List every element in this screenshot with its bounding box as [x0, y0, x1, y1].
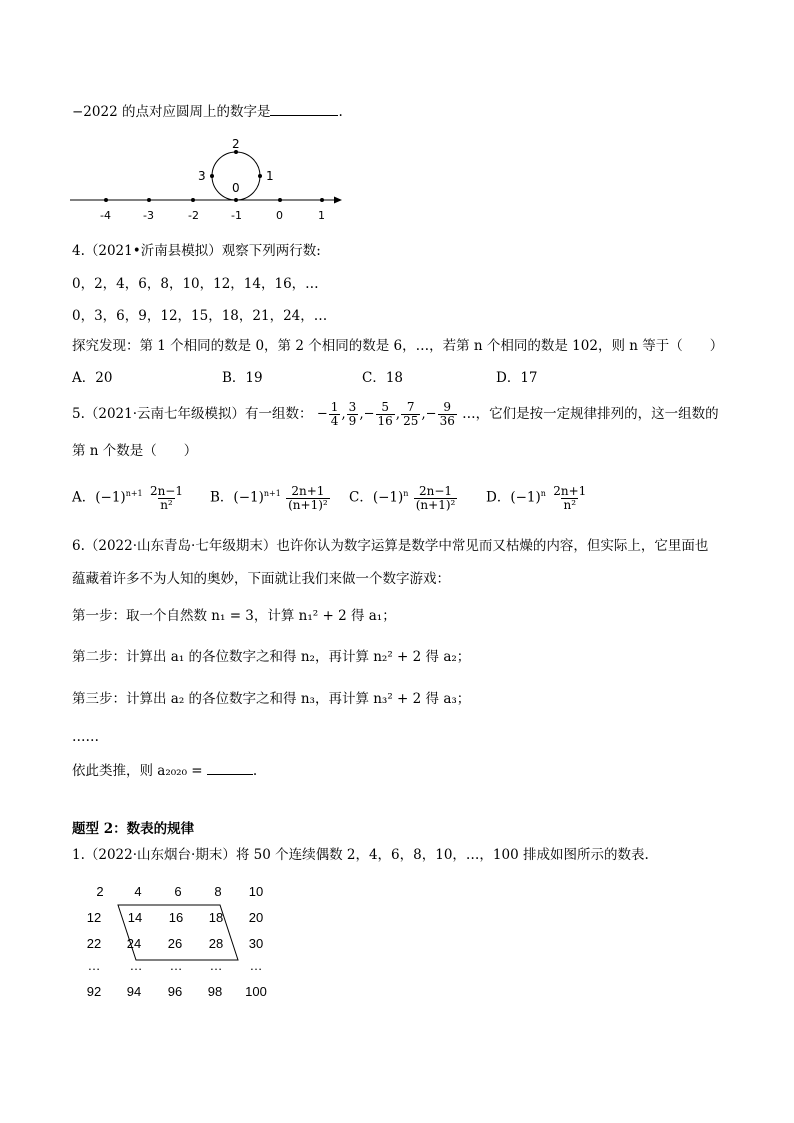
table-cell: 14: [127, 910, 143, 925]
answer-blank[interactable]: [207, 774, 253, 775]
table-cell: 100: [245, 984, 267, 999]
frac-num: 2n−1: [149, 483, 183, 498]
frac-num: 2n−1: [419, 483, 453, 498]
frac-den: 25: [403, 414, 419, 428]
circle-label-right: 1: [266, 169, 274, 183]
sequence-fraction: [376, 401, 395, 428]
tick-label: -2: [188, 209, 199, 222]
sequence-fraction: [329, 401, 341, 428]
option-fraction: [551, 485, 588, 512]
table-cell: …: [249, 958, 263, 973]
table-cell: 18: [208, 910, 224, 925]
q4-options: [72, 369, 632, 387]
frac-num: 1: [330, 400, 339, 414]
q6-line1: 6.（2022·山东青岛·七年级期末）也许你认为数字运算是数学中常见而又枯燥的内容，但实际上，它里面也: [72, 538, 709, 554]
tick-point: [278, 198, 282, 202]
table-cell: …: [129, 958, 143, 973]
q4-question: 探究发现：第 1 个相同的数是 0，第 2 个相同的数是 6，…，若第 n 个相同的数是 102，则 n 等于（ ）: [72, 338, 724, 354]
q5-option-b[interactable]: [210, 476, 331, 516]
q3-tail-end: .: [338, 104, 343, 120]
option-exp: n: [403, 489, 409, 498]
q5-header: 5.（2021·云南七年级模拟）有一组数：: [72, 406, 313, 422]
table-cell: 10: [248, 884, 264, 899]
frac-den: (n+1)²: [288, 497, 328, 512]
q6-step3: 第三步：计算出 a₂ 的各位数字之和得 n₃，再计算 n₃² + 2 得 a₃；: [72, 691, 471, 707]
number-line-arrow: [334, 197, 342, 204]
table-cell: …: [169, 958, 183, 973]
option-base: (−1): [95, 489, 126, 506]
q6-step1: 第一步：取一个自然数 n₁ = 3，计算 n₁² + 2 得 a₁；: [72, 608, 396, 624]
table-cell: 24: [126, 936, 142, 951]
tick-label: 0: [276, 209, 283, 222]
table-cell: 96: [167, 984, 183, 999]
circle-label-left: 3: [198, 169, 206, 183]
option-base: (−1): [233, 489, 264, 506]
frac-sign: −: [363, 406, 375, 422]
q5-sequence: − $\frac{1}{4}$ , $\frac{3}{9}$ ,− $\frac{5}{16}$ , $\frac{7}{25}$ ,− $\frac{9}{36}$: [316, 400, 455, 428]
table-cell: 12: [86, 910, 102, 925]
table-cell: 26: [167, 936, 183, 951]
table-cell: 30: [248, 936, 264, 951]
table-cell: 2: [96, 884, 104, 899]
q3-tail: [72, 103, 343, 121]
q5-options: [72, 476, 632, 516]
table-cell: 6: [174, 884, 182, 899]
frac-num: 2n+1: [553, 483, 587, 498]
q6-final-text: 依此类推，则 a₂₀₂₀ =: [72, 763, 203, 779]
table-cell: 20: [248, 910, 264, 925]
option-base: (−1): [372, 489, 404, 506]
option-label: A．: [72, 489, 96, 506]
circle-point-right: [258, 174, 262, 178]
q5-option-c[interactable]: [349, 476, 458, 516]
tick-point: [191, 198, 195, 202]
frac-den: 9: [348, 414, 357, 428]
tick-label: -1: [231, 209, 242, 222]
section-title: 题型 2：数表的规律: [72, 821, 195, 837]
table-cell: 22: [86, 936, 102, 951]
q4-row1: 0，2，4，6，8，10，12，14，16，…: [72, 276, 319, 292]
sequence-fraction: [401, 401, 420, 428]
frac-num: 7: [406, 400, 415, 414]
tick-point: [104, 198, 108, 202]
tick-point: [320, 198, 324, 202]
q5-line2: 第 n 个数是（ ）: [72, 443, 198, 459]
sequence-fraction: [438, 401, 457, 428]
option-fraction: [148, 485, 185, 512]
circle-label-top: 2: [232, 137, 240, 151]
frac-sign: −: [316, 406, 328, 422]
table-cell: 98: [207, 984, 223, 999]
frac-den: 16: [377, 414, 393, 428]
q5-tail: …，它们是按一定规律排列的，这一组数的: [462, 406, 719, 422]
option-exp: n+1: [125, 489, 143, 498]
frac-den: n²: [160, 497, 173, 512]
q4-option-d[interactable]: D．17: [496, 370, 538, 386]
tick-label: -4: [100, 209, 111, 222]
table-cell: 16: [168, 910, 184, 925]
option-base: (−1): [510, 489, 541, 506]
table-cell: …: [209, 958, 223, 973]
q6-dots: ……: [72, 729, 99, 745]
number-line-figure: [64, 134, 354, 224]
frac-den: 4: [330, 414, 339, 428]
q5-line1: [72, 400, 719, 429]
q4-option-c[interactable]: C．18: [362, 370, 404, 386]
table-cell: 28: [208, 936, 224, 951]
frac-num: 9: [443, 400, 452, 414]
q4-option-a[interactable]: A．20: [72, 370, 113, 386]
frac-num: 5: [381, 400, 389, 414]
q4-row2: 0，3，6，9，12，15，18，21，24，…: [72, 308, 328, 324]
option-exp: n+1: [263, 489, 281, 498]
q4-option-b[interactable]: B．19: [222, 370, 263, 386]
sequence-fraction: [347, 401, 359, 428]
option-fraction: [286, 485, 330, 512]
tick-label: -3: [143, 209, 154, 222]
frac-sign: −: [425, 406, 437, 422]
q4-header: 4.（2021•沂南县模拟）观察下列两行数:: [72, 243, 321, 259]
answer-blank[interactable]: [270, 115, 338, 116]
table-cell: 92: [86, 984, 102, 999]
t1-question: 1.（2022·山东烟台·期末）将 50 个连续偶数 2，4，6，8，10，…，100 排成如图所示的数表.: [72, 847, 649, 863]
frac-num: 3: [348, 400, 357, 414]
frac-den: n²: [563, 497, 577, 512]
frac-num: 2n+1: [291, 483, 325, 498]
q6-line2: 蕴藏着许多不为人知的奥妙，下面就让我们来做一个数字游戏：: [72, 571, 450, 587]
number-table: [80, 878, 280, 1008]
tick-point: [147, 198, 151, 202]
table-cell: 94: [126, 984, 142, 999]
tick-label: 1: [318, 209, 325, 222]
q6-final: [72, 762, 257, 780]
q5-option-d[interactable]: [486, 476, 589, 516]
table-cell: …: [87, 958, 101, 973]
frac-den: 36: [439, 414, 455, 428]
q3-tail-text: −2022 的点对应圆周上的数字是: [72, 104, 271, 120]
option-fraction: [414, 485, 458, 512]
table-cell: 4: [134, 884, 142, 899]
option-label: D．: [486, 489, 511, 506]
q5-option-a[interactable]: [72, 476, 186, 516]
circle-point-left: [210, 174, 214, 178]
option-label: B．: [210, 489, 234, 506]
option-label: C．: [349, 489, 373, 506]
table-cell: 8: [214, 884, 222, 899]
option-exp: n: [540, 489, 546, 498]
frac-den: (n+1)²: [415, 497, 456, 512]
q6-final-end: .: [252, 763, 258, 779]
tick-point: [234, 198, 238, 202]
q6-step2: 第二步：计算出 a₁ 的各位数字之和得 n₂，再计算 n₂² + 2 得 a₂；: [72, 649, 471, 665]
circle-label-bottom: 0: [232, 181, 240, 195]
